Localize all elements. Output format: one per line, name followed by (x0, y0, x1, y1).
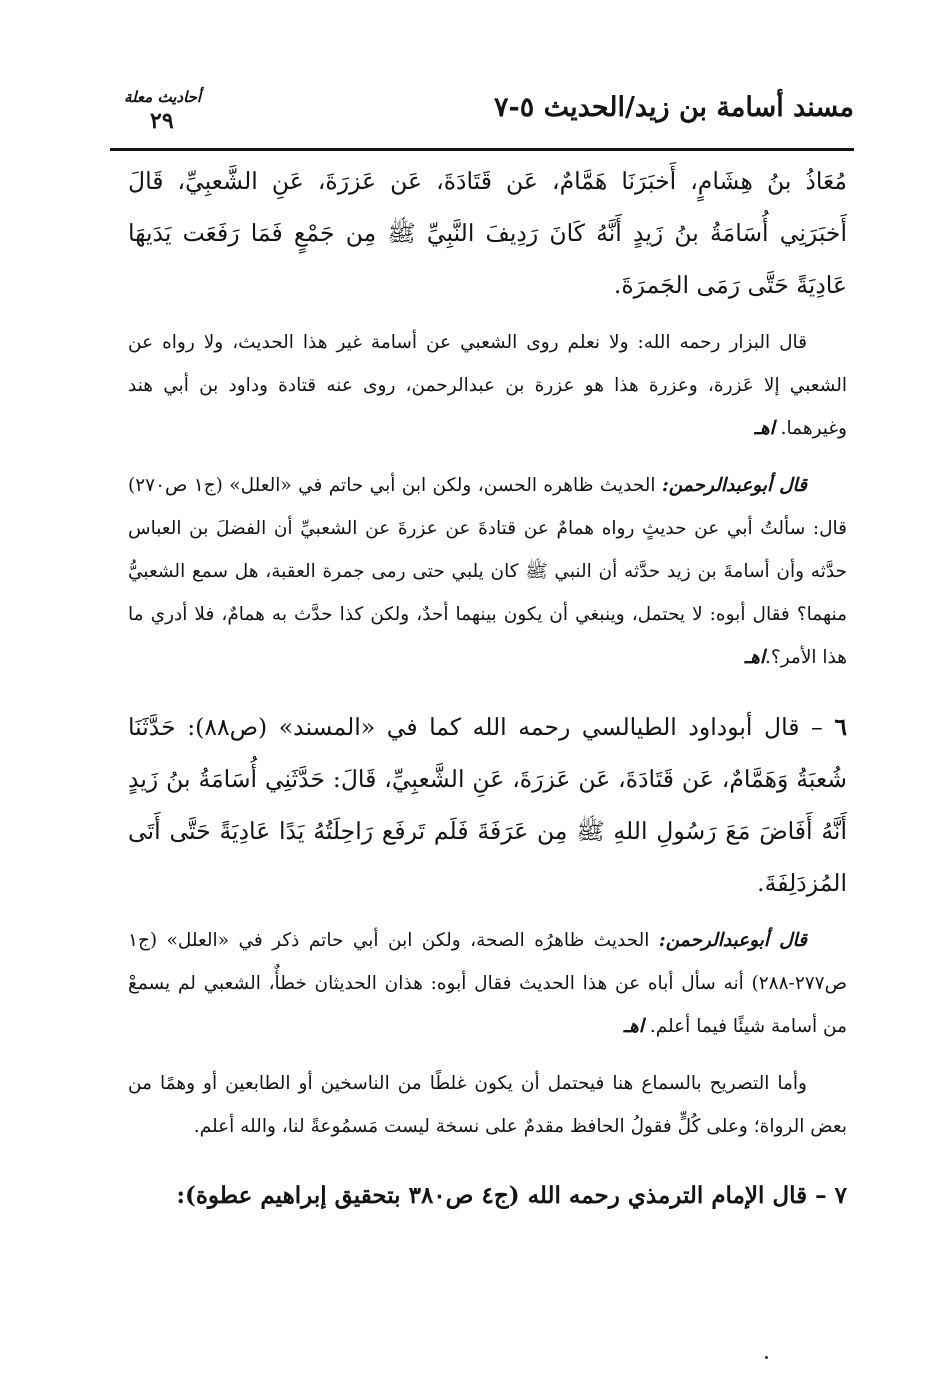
end-mark: اهـ (744, 647, 765, 668)
end-mark: اهـ (623, 1016, 644, 1037)
hadith-6-body: – قال أبوداود الطيالسي رحمه الله كما في «المسند» (ص٨٨): حَدَّثَنَا شُعبَةُ وَهَمَّامٌ، عَن قَتَادَةَ، عَن عَزرَةَ، عَنِ الشَّعبِيِّ، قَالَ: حَدَّثَنِي أُسَامَةُ بنُ زَيدٍ أَنَّهُ أَفَاضَ مَعَ رَسُولِ اللهِ ﷺ مِن عَرَفَةَ فَلَم تَرفَع رَاحِلَتُهُ يَدًا عَادِيَةً حَتَّى أَتَى المُزدَلِفَةَ. (128, 713, 847, 897)
end-mark: اهـ (754, 418, 775, 439)
page-body (128, 155, 847, 1222)
hadith-7-heading-body: – قال الإمام الترمذي رحمه الله (ج٤ ص٣٨٠ بتحقيق إبراهيم عطوة): (176, 1182, 827, 1209)
page-number: ٢٩ (150, 108, 174, 134)
section-note: أحاديث معلة (124, 88, 202, 106)
header-rule (110, 148, 854, 151)
bazzar-comment (128, 321, 847, 450)
author-comment-1 (128, 464, 847, 679)
hadith-number: ٧ (834, 1182, 847, 1209)
hadith-6 (128, 701, 847, 909)
tasrih-comment (128, 1062, 847, 1148)
hadith-text-1 (128, 155, 847, 311)
hadith-7-heading (128, 1170, 847, 1222)
author-comment-1-body: الحديث ظاهره الحسن، ولكن ابن أبي حاتم في «العلل» (ج١ ص٢٧٠) قال: سألتُ أبي عن حديثٍ رواه همامٌ عن قتادةَ عن عزرةَ عن الشعبيِّ أن الفضلَ بن العباس حدَّثه وأن أسامةَ بن زيد حدَّثه أن النبي ﷺ كان يلبي حتى رمى جمرة العقبة، هل سمع الشعبيُّ منهما؟ فقال أبوه: لا يحتمل، وينبغي أن يكون بينهما أحدٌ، ولكن كذا حدَّث به همامٌ، فلا أدري ما هذا الأمر؟. (128, 475, 847, 668)
hadith-text-1-body: مُعَاذُ بنُ هِشَامٍ، أَخبَرَنَا هَمَّامٌ، عَن قَتَادَةَ، عَن عَزرَةَ، عَنِ الشَّعبِيِّ، قَالَ أَخبَرَنِي أُسَامَةُ بنُ زَيدٍ أَنَّهُ كَانَ رَدِيفَ النَّبِيِّ ﷺ مِن جَمْعٍ فَمَا رَفَعَت يَدَيهَا عَادِيَةً حَتَّى رَمَى الجَمرَةَ. (128, 167, 847, 299)
author-signature: قال أبوعبدالرحمن: (658, 930, 807, 951)
tasrih-comment-body: وأما التصريح بالسماع هنا فيحتمل أن يكون غلطًا من الناسخين أو الطابعين أو وهمًا من بعض الرواة؛ وعلى كُلٍّ فقولُ الحافظ مقدمٌ على نسخة ليست مَسمُوعةً لنا، والله أعلم. (128, 1073, 847, 1137)
hadith-number: ٦ (834, 713, 847, 741)
author-comment-2 (128, 919, 847, 1048)
author-signature: قال أبوعبدالرحمن: (661, 475, 808, 496)
running-title: مسند أسامة بن زيد/الحديث ٥-٧ (493, 92, 854, 123)
print-speck (765, 1356, 768, 1359)
page-header (110, 88, 854, 152)
bazzar-comment-body: قال البزار رحمه الله: ولا نعلم روى الشعبي عن أسامة غير هذا الحديث، ولا رواه عن الشعبي إلا عَزرة، وعزرة هذا هو عزرة بن عبدالرحمن، روى عنه قتادة وداود بن أبي هند وغيرهما. (128, 332, 847, 439)
author-comment-2-body: الحديث ظاهرُه الصحة، ولكن ابن أبي حاتم ذكر في «العلل» (ج١ ص٢٧٧-٢٨٨) أنه سأل أباه عن هذا الحديث فقال أبوه: هذان الحديثان خطأٌ، الشعبي لم يسمعْ من أسامة شيئًا فيما أعلم. (128, 930, 847, 1037)
